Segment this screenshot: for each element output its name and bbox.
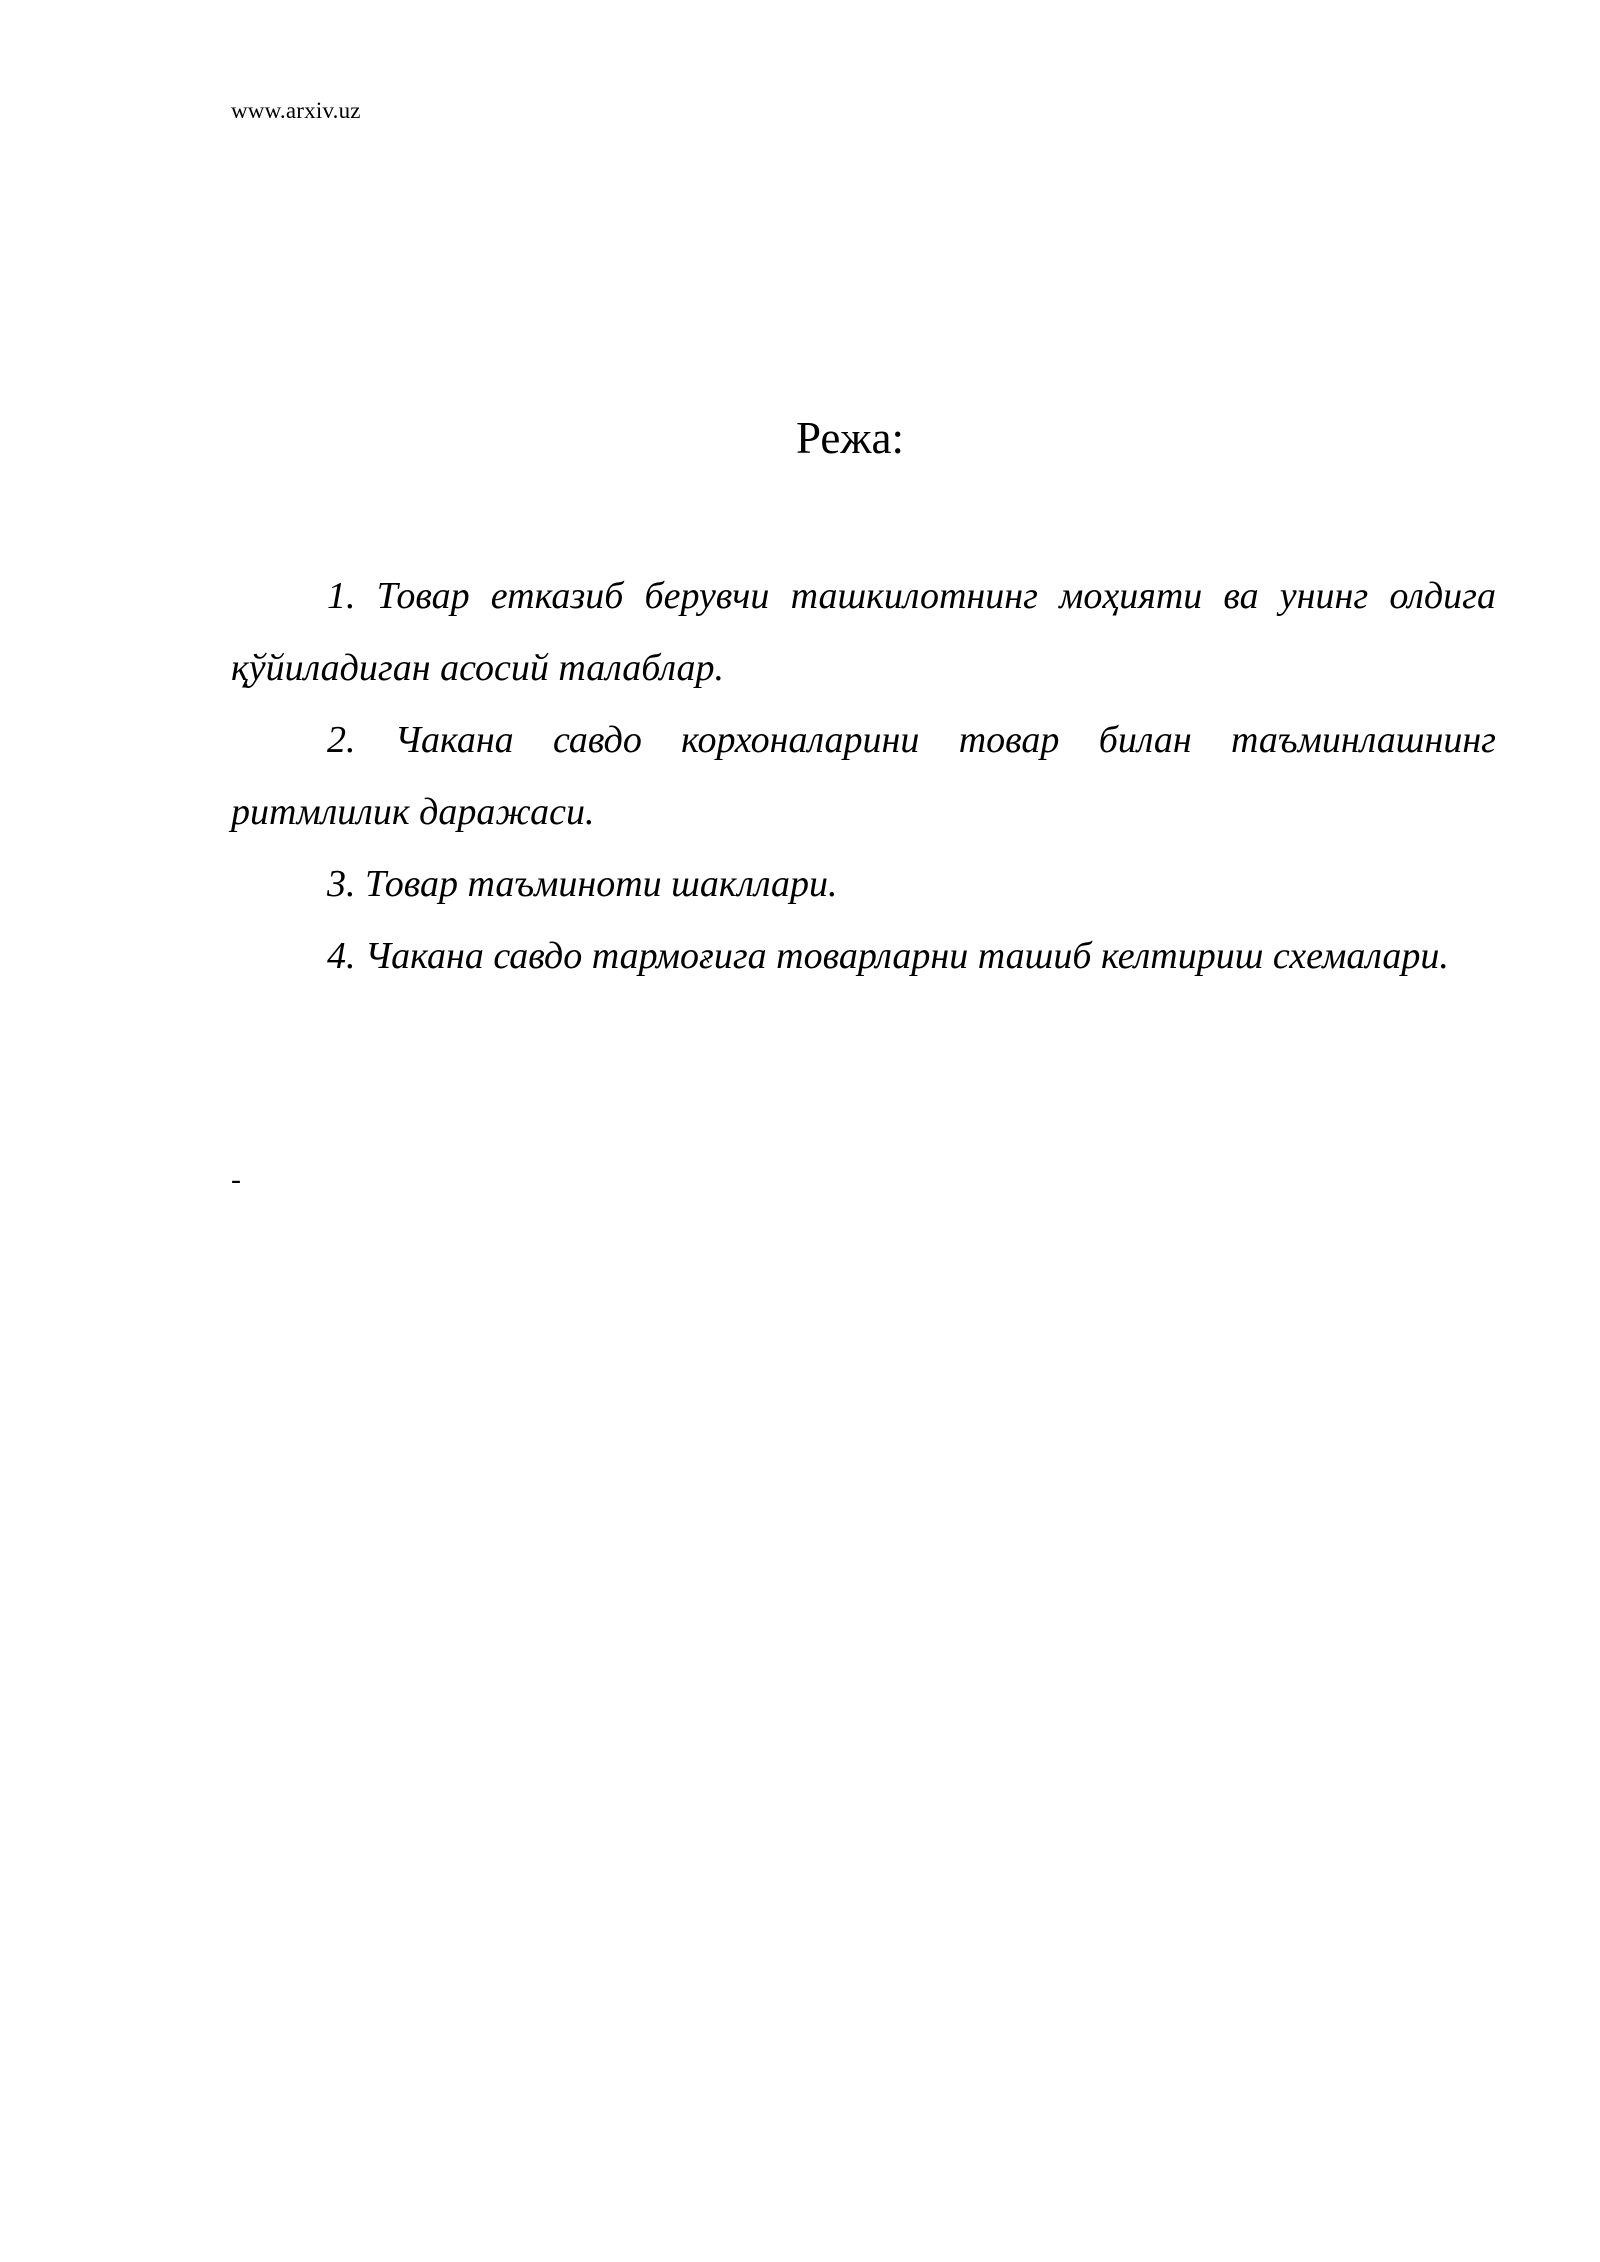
plan-item-2: 2. Чакана савдо корхоналарини товар билан таъминлашнинг ритмлилик даражаси. xyxy=(231,719,1496,833)
dash-mark: - xyxy=(231,1163,241,1196)
plan-list xyxy=(231,560,1496,992)
plan-item-4: 4. Чакана савдо тармоғига товарларни ташиб келтириш схемалари. xyxy=(327,935,1449,977)
plan-item-1: 1. Товар етказиб берувчи ташкилотнинг моҳияти ва унинг олдига қўйиладиган асосий талаблар. xyxy=(231,575,1496,689)
header-url: www.arxiv.uz xyxy=(231,98,361,123)
plan-item-3: 3. Товар таъминоти шакллари. xyxy=(327,863,838,905)
page-title: Режа: xyxy=(796,413,904,463)
